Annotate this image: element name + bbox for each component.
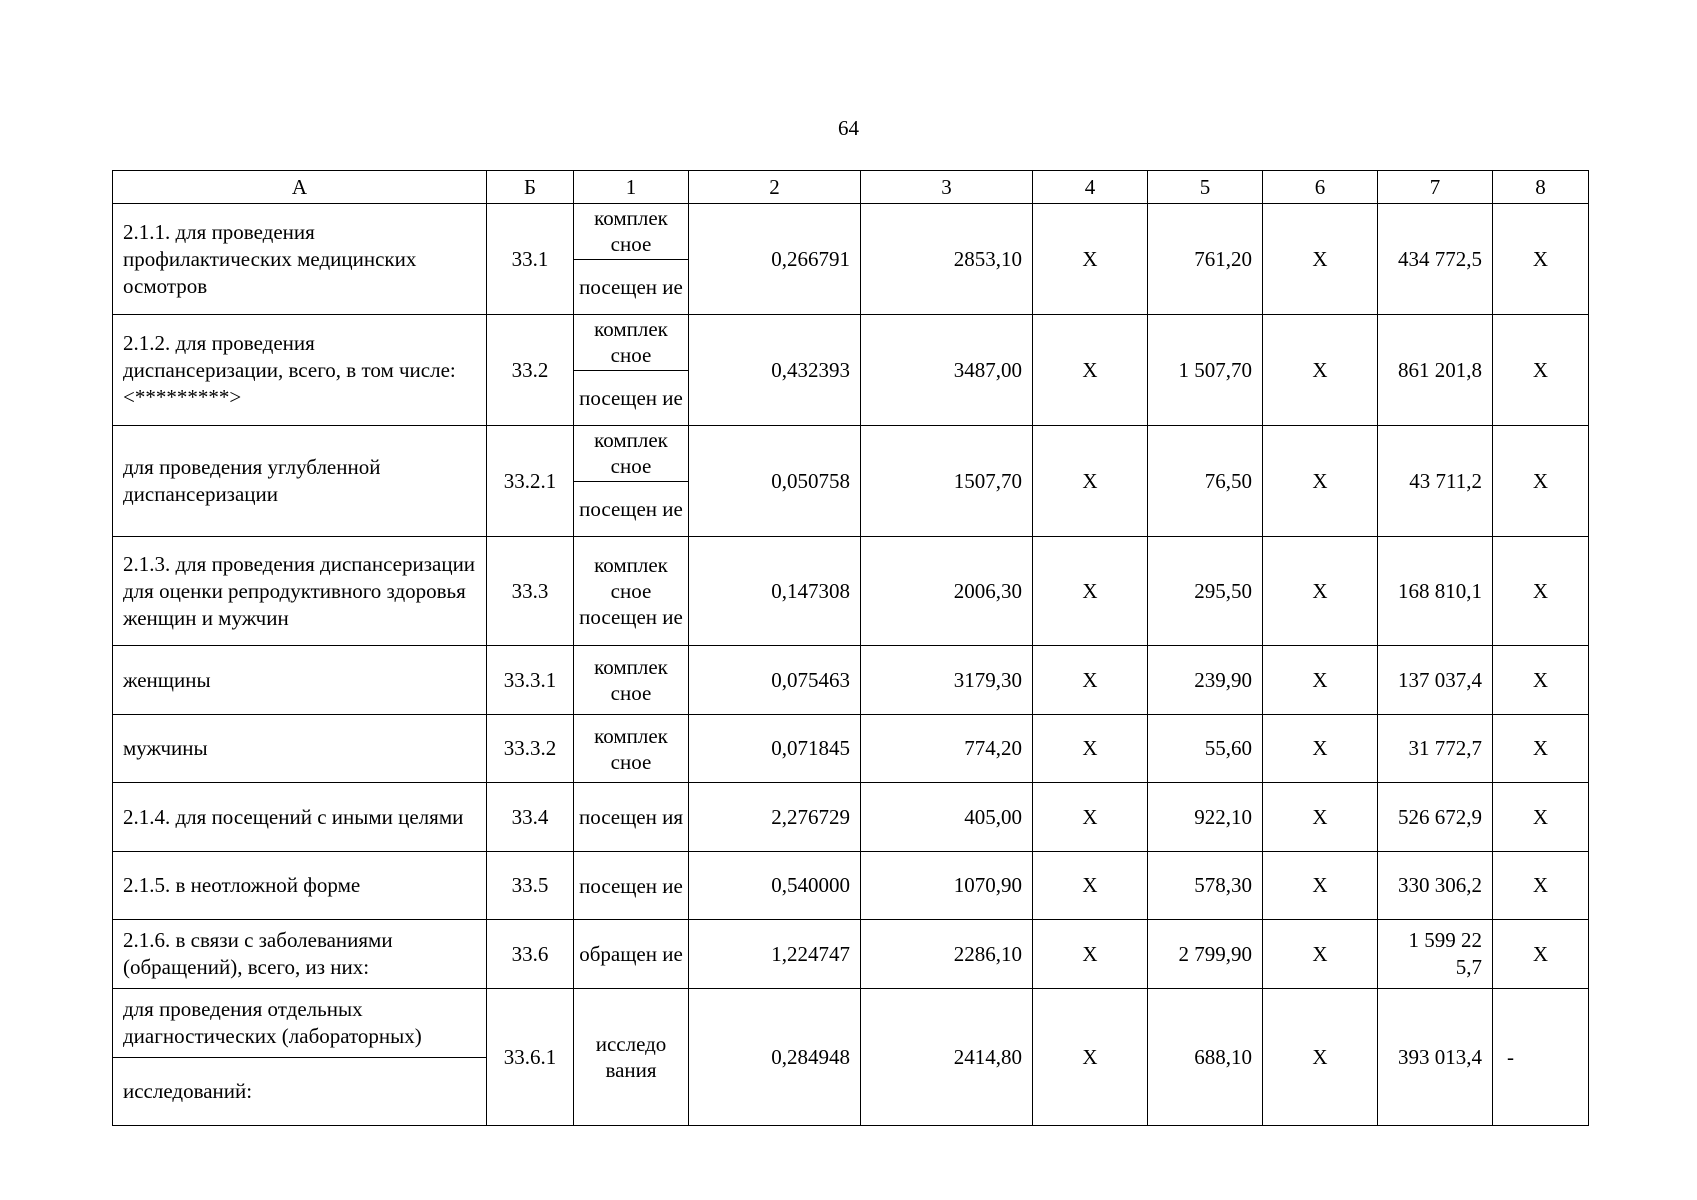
table-row bbox=[113, 426, 1589, 537]
table-row bbox=[113, 315, 1589, 426]
value-col-2: 0,071845 bbox=[689, 715, 861, 783]
value-col-3: 3179,30 bbox=[861, 646, 1033, 715]
row-code: 33.2.1 bbox=[487, 426, 574, 537]
value-col-8: Х bbox=[1493, 920, 1589, 989]
value-col-5: 76,50 bbox=[1148, 426, 1263, 537]
value-col-5: 1 507,70 bbox=[1148, 315, 1263, 426]
value-col-6: Х bbox=[1263, 426, 1378, 537]
value-col-4: Х bbox=[1033, 852, 1148, 920]
row-unit: комплек сное bbox=[574, 715, 689, 783]
unit-bottom: посещен ие bbox=[574, 481, 688, 537]
value-col-4: Х bbox=[1033, 537, 1148, 646]
row-label-top: для проведения отдельных диагностических (лабораторных) bbox=[123, 996, 422, 1048]
value-col-5: 239,90 bbox=[1148, 646, 1263, 715]
row-unit bbox=[574, 315, 689, 426]
value-col-2: 2,276729 bbox=[689, 783, 861, 852]
value-col-6: Х bbox=[1263, 989, 1378, 1126]
value-col-6: Х bbox=[1263, 537, 1378, 646]
value-col-3: 2006,30 bbox=[861, 537, 1033, 646]
value-col-8: Х bbox=[1493, 852, 1589, 920]
value-col-8: Х bbox=[1493, 426, 1589, 537]
value-col-4: Х bbox=[1033, 989, 1148, 1126]
value-col-3: 405,00 bbox=[861, 783, 1033, 852]
row-code: 33.3.1 bbox=[487, 646, 574, 715]
value-col-5: 688,10 bbox=[1148, 989, 1263, 1126]
header-cell-5: 5 bbox=[1148, 171, 1263, 204]
value-col-2: 0,266791 bbox=[689, 204, 861, 315]
value-col-2: 0,432393 bbox=[689, 315, 861, 426]
row-code: 33.6.1 bbox=[487, 989, 574, 1126]
row-label: женщины bbox=[113, 646, 487, 715]
row-label: 2.1.1. для проведения профилактических медицинских осмотров bbox=[113, 204, 487, 315]
header-cell-7: 7 bbox=[1378, 171, 1493, 204]
value-col-7: 526 672,9 bbox=[1378, 783, 1493, 852]
header-cell-4: 4 bbox=[1033, 171, 1148, 204]
value-col-3: 1070,90 bbox=[861, 852, 1033, 920]
value-col-4: Х bbox=[1033, 783, 1148, 852]
value-col-3: 774,20 bbox=[861, 715, 1033, 783]
unit-top: комплек сное bbox=[594, 206, 668, 257]
value-col-5: 295,50 bbox=[1148, 537, 1263, 646]
value-col-2: 0,284948 bbox=[689, 989, 861, 1126]
value-col-2: 0,147308 bbox=[689, 537, 861, 646]
table-row bbox=[113, 204, 1589, 315]
value-col-8: Х bbox=[1493, 646, 1589, 715]
value-col-7: 393 013,4 bbox=[1378, 989, 1493, 1126]
row-unit: посещен ия bbox=[574, 783, 689, 852]
value-col-3: 3487,00 bbox=[861, 315, 1033, 426]
unit-bottom: посещен ие bbox=[574, 259, 688, 315]
table-row bbox=[113, 783, 1589, 852]
row-code: 33.1 bbox=[487, 204, 574, 315]
row-unit: посещен ие bbox=[574, 852, 689, 920]
row-code: 33.6 bbox=[487, 920, 574, 989]
value-col-3: 2414,80 bbox=[861, 989, 1033, 1126]
table-row bbox=[113, 715, 1589, 783]
value-col-5: 761,20 bbox=[1148, 204, 1263, 315]
value-col-3: 2286,10 bbox=[861, 920, 1033, 989]
value-col-8: Х bbox=[1493, 715, 1589, 783]
value-col-7: 1 599 22 5,7 bbox=[1378, 920, 1493, 989]
table-row bbox=[113, 537, 1589, 646]
row-unit bbox=[574, 204, 689, 315]
row-unit: исследо вания bbox=[574, 989, 689, 1126]
header-cell-8: 8 bbox=[1493, 171, 1589, 204]
value-col-8: - bbox=[1493, 989, 1589, 1126]
value-col-2: 0,075463 bbox=[689, 646, 861, 715]
value-col-6: Х bbox=[1263, 852, 1378, 920]
value-col-4: Х bbox=[1033, 426, 1148, 537]
value-col-8: Х bbox=[1493, 204, 1589, 315]
row-unit: комплек сное посещен ие bbox=[574, 537, 689, 646]
value-col-3: 1507,70 bbox=[861, 426, 1033, 537]
unit-bottom: посещен ие bbox=[574, 370, 688, 426]
row-code: 33.2 bbox=[487, 315, 574, 426]
row-code: 33.3 bbox=[487, 537, 574, 646]
value-col-7: 330 306,2 bbox=[1378, 852, 1493, 920]
header-row bbox=[113, 171, 1589, 204]
value-col-7: 861 201,8 bbox=[1378, 315, 1493, 426]
header-cell-2: 2 bbox=[689, 171, 861, 204]
value-col-4: Х bbox=[1033, 920, 1148, 989]
row-label: 2.1.4. для посещений с иными целями bbox=[113, 783, 487, 852]
page-number: 64 bbox=[838, 116, 859, 140]
row-unit: обращен ие bbox=[574, 920, 689, 989]
header-cell-3: 3 bbox=[861, 171, 1033, 204]
value-col-4: Х bbox=[1033, 204, 1148, 315]
value-col-6: Х bbox=[1263, 783, 1378, 852]
unit-top: комплек сное bbox=[594, 317, 668, 368]
row-code: 33.3.2 bbox=[487, 715, 574, 783]
table-row bbox=[113, 852, 1589, 920]
value-col-6: Х bbox=[1263, 646, 1378, 715]
value-col-4: Х bbox=[1033, 646, 1148, 715]
value-col-8: Х bbox=[1493, 315, 1589, 426]
row-label: для проведения углубленной диспансеризации bbox=[113, 426, 487, 537]
table-row bbox=[113, 646, 1589, 715]
header-cell-6: 6 bbox=[1263, 171, 1378, 204]
value-col-2: 0,540000 bbox=[689, 852, 861, 920]
tariff-table bbox=[112, 170, 1589, 1126]
value-col-6: Х bbox=[1263, 920, 1378, 989]
value-col-2: 0,050758 bbox=[689, 426, 861, 537]
value-col-2: 1,224747 bbox=[689, 920, 861, 989]
row-label: 2.1.2. для проведения диспансеризации, всего, в том числе:<*********> bbox=[113, 315, 487, 426]
table-row bbox=[113, 989, 1589, 1126]
row-code: 33.4 bbox=[487, 783, 574, 852]
header-cell-b: Б bbox=[487, 171, 574, 204]
table-row bbox=[113, 920, 1589, 989]
row-label-bottom: исследований: bbox=[113, 1057, 486, 1126]
value-col-7: 434 772,5 bbox=[1378, 204, 1493, 315]
value-col-3: 2853,10 bbox=[861, 204, 1033, 315]
row-label: мужчины bbox=[113, 715, 487, 783]
value-col-4: Х bbox=[1033, 315, 1148, 426]
value-col-7: 168 810,1 bbox=[1378, 537, 1493, 646]
row-code: 33.5 bbox=[487, 852, 574, 920]
value-col-5: 55,60 bbox=[1148, 715, 1263, 783]
value-col-4: Х bbox=[1033, 715, 1148, 783]
value-col-8: Х bbox=[1493, 783, 1589, 852]
value-col-5: 578,30 bbox=[1148, 852, 1263, 920]
row-label: 2.1.3. для проведения диспансеризации для оценки репродуктивного здоровья женщин и мужчин bbox=[113, 537, 487, 646]
value-col-5: 922,10 bbox=[1148, 783, 1263, 852]
value-col-5: 2 799,90 bbox=[1148, 920, 1263, 989]
value-col-6: Х bbox=[1263, 315, 1378, 426]
header-cell-1: 1 bbox=[574, 171, 689, 204]
value-col-7: 137 037,4 bbox=[1378, 646, 1493, 715]
unit-top: комплек сное bbox=[594, 428, 668, 479]
value-col-7: 31 772,7 bbox=[1378, 715, 1493, 783]
row-label bbox=[113, 989, 487, 1126]
value-col-6: Х bbox=[1263, 715, 1378, 783]
value-col-7: 43 711,2 bbox=[1378, 426, 1493, 537]
value-col-6: Х bbox=[1263, 204, 1378, 315]
header-cell-a: А bbox=[113, 171, 487, 204]
row-label: 2.1.6. в связи с заболеваниями (обращений), всего, из них: bbox=[113, 920, 487, 989]
row-unit bbox=[574, 426, 689, 537]
row-label: 2.1.5. в неотложной форме bbox=[113, 852, 487, 920]
row-unit: комплек сное bbox=[574, 646, 689, 715]
value-col-8: Х bbox=[1493, 537, 1589, 646]
